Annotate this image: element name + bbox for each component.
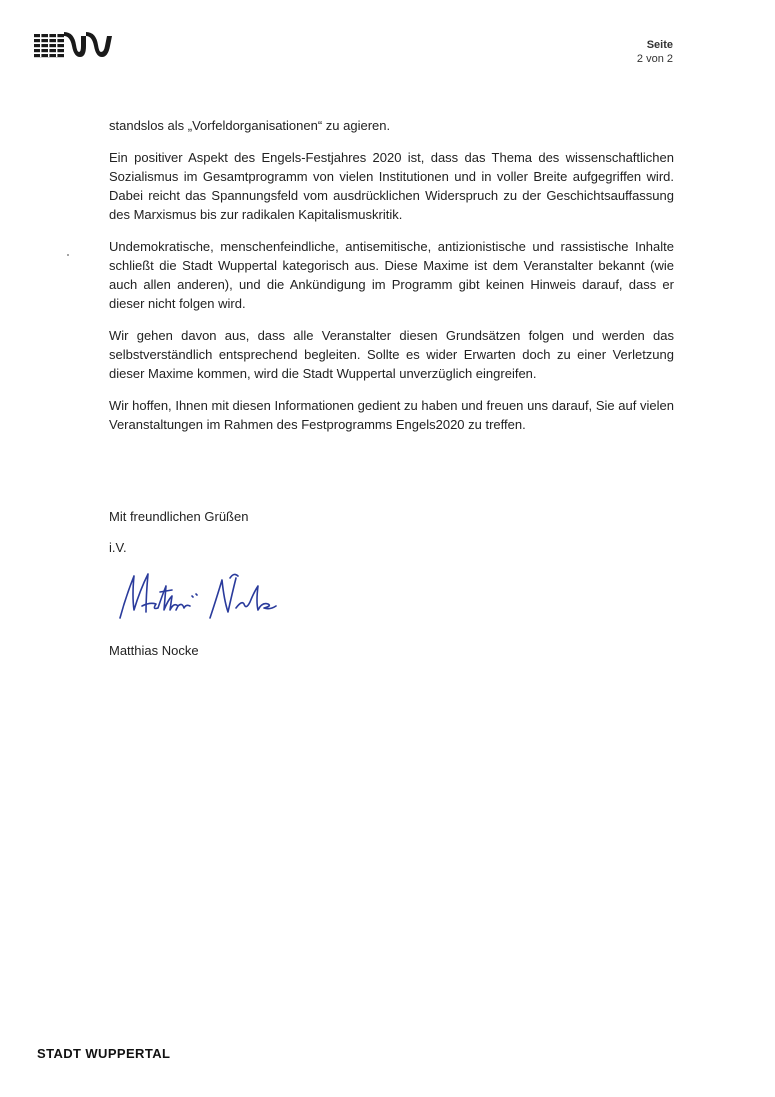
footer-organization: STADT WUPPERTAL [37,1046,171,1061]
proxy-label: i.V. [109,540,127,555]
stadt-wuppertal-logo [34,30,114,60]
paragraph: Undemokratische, menschenfeindliche, antisemitische, antizionistische und rassistische Inhalte schließt die Stadt Wuppertal kategorisch aus. Diese Maxime ist dem Veranstalter bekannt (wie auch allen anderen), und die Ankündigung im Programm gibt keinen Hinweis darauf, dass er dieser nicht folgen wird. [109,239,674,311]
paragraph-continuation: standslos als „Vorfeldorganisationen“ zu agieren. [109,118,391,133]
page-number: 2 von 2 [636,53,673,65]
paragraph: Wir hoffen, Ihnen mit diesen Informationen gedient zu haben und freuen uns darauf, Sie auf vielen Veranstaltungen im Rahmen des Festprogramms Engels2020 zu treffen. [109,398,674,432]
page-label: Seite [646,39,673,51]
closing-block [109,507,248,557]
paragraph: Ein positiver Aspekt des Engels-Festjahres 2020 ist, dass das Thema des wissenschaftlichen Sozialismus im Gesamtprogramm von vielen Institutionen und in voller Breite aufgegriffen wird. Dabei reicht das Spannungsfeld vom ausdrücklichen Widerspruch zu der Geschichtsauffassung des Marxismus bis zur radikalen Kapitalismuskritik. [109,150,674,222]
paragraph: Wir gehen davon aus, dass alle Veranstalter diesen Grundsätzen folgen und werden das selbstverständlich entsprechend begleiten. Sollte es wider Erwarten doch zu einer Verletzung dieser Maxime kommen, wird die Stadt Wuppertal unverzüglich eingreifen. [109,328,674,381]
signer-name: Matthias Nocke [109,643,199,658]
letter-body [109,116,674,447]
closing-greeting: Mit freundlichen Grüßen [109,509,249,524]
page-info [637,38,673,66]
handwritten-signature [112,566,282,626]
margin-dot [67,254,69,256]
